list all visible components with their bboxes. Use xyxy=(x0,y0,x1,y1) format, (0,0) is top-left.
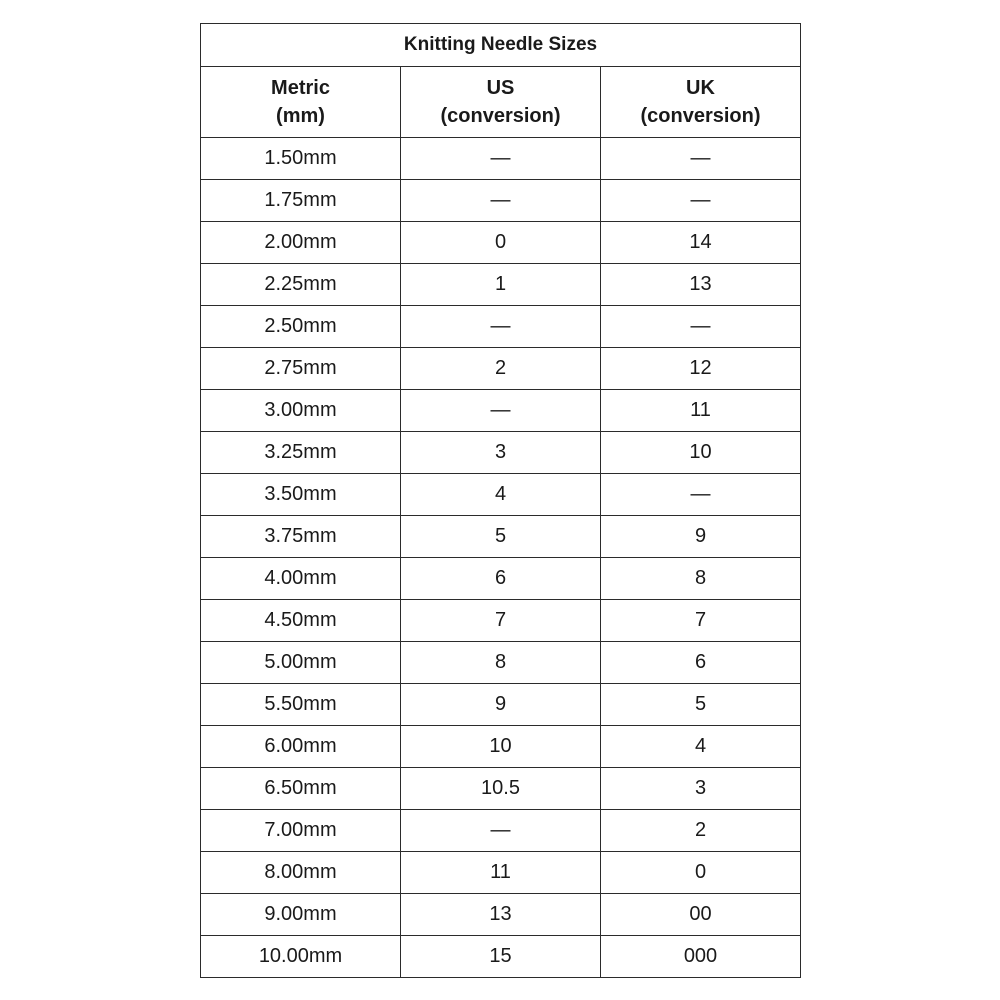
uk-cell: — xyxy=(601,138,801,180)
table-row xyxy=(201,684,801,726)
header-uk-line2: (conversion) xyxy=(640,105,761,127)
us-cell: 10.5 xyxy=(401,768,601,810)
us-cell: 3 xyxy=(401,432,601,474)
us-cell: — xyxy=(401,306,601,348)
us-cell: 4 xyxy=(401,474,601,516)
uk-cell: 12 xyxy=(601,348,801,390)
uk-cell: 0 xyxy=(601,852,801,894)
table-row xyxy=(201,474,801,516)
us-cell: 6 xyxy=(401,558,601,600)
uk-cell: — xyxy=(601,474,801,516)
header-us-line2: (conversion) xyxy=(440,105,561,127)
us-cell: 7 xyxy=(401,600,601,642)
table-title: Knitting Needle Sizes xyxy=(201,24,801,67)
metric-cell: 4.50mm xyxy=(201,600,401,642)
us-cell: — xyxy=(401,810,601,852)
uk-cell: 9 xyxy=(601,516,801,558)
us-cell: 1 xyxy=(401,264,601,306)
uk-cell: 3 xyxy=(601,768,801,810)
metric-cell: 2.25mm xyxy=(201,264,401,306)
metric-cell: 1.75mm xyxy=(201,180,401,222)
uk-cell: 00 xyxy=(601,894,801,936)
us-cell: 11 xyxy=(401,852,601,894)
metric-cell: 5.50mm xyxy=(201,684,401,726)
table-row xyxy=(201,852,801,894)
table-head xyxy=(201,24,801,138)
uk-cell: — xyxy=(601,306,801,348)
metric-cell: 2.00mm xyxy=(201,222,401,264)
uk-cell: 000 xyxy=(601,936,801,978)
table-row xyxy=(201,348,801,390)
uk-cell: 2 xyxy=(601,810,801,852)
uk-cell: 8 xyxy=(601,558,801,600)
table-row xyxy=(201,222,801,264)
table-row xyxy=(201,642,801,684)
metric-cell: 4.00mm xyxy=(201,558,401,600)
header-uk xyxy=(601,67,801,138)
uk-cell: 6 xyxy=(601,642,801,684)
header-metric xyxy=(201,67,401,138)
us-cell: 15 xyxy=(401,936,601,978)
table-row xyxy=(201,810,801,852)
us-cell: — xyxy=(401,138,601,180)
needle-size-table xyxy=(200,23,801,978)
header-uk-line1: UK xyxy=(686,77,715,99)
metric-cell: 10.00mm xyxy=(201,936,401,978)
uk-cell: 7 xyxy=(601,600,801,642)
table-row xyxy=(201,138,801,180)
table-row xyxy=(201,432,801,474)
header-us xyxy=(401,67,601,138)
header-us-line1: US xyxy=(486,77,515,99)
uk-cell: 11 xyxy=(601,390,801,432)
metric-cell: 7.00mm xyxy=(201,810,401,852)
us-cell: 10 xyxy=(401,726,601,768)
us-cell: 2 xyxy=(401,348,601,390)
uk-cell: 14 xyxy=(601,222,801,264)
table-row xyxy=(201,558,801,600)
metric-cell: 3.25mm xyxy=(201,432,401,474)
uk-cell: 13 xyxy=(601,264,801,306)
us-cell: 5 xyxy=(401,516,601,558)
us-cell: 13 xyxy=(401,894,601,936)
metric-cell: 6.50mm xyxy=(201,768,401,810)
us-cell: 9 xyxy=(401,684,601,726)
title-row xyxy=(201,24,801,67)
table-row xyxy=(201,726,801,768)
header-row xyxy=(201,67,801,138)
table-row xyxy=(201,894,801,936)
metric-cell: 2.50mm xyxy=(201,306,401,348)
metric-cell: 3.00mm xyxy=(201,390,401,432)
us-cell: — xyxy=(401,390,601,432)
uk-cell: 4 xyxy=(601,726,801,768)
metric-cell: 1.50mm xyxy=(201,138,401,180)
table-row xyxy=(201,264,801,306)
table-row xyxy=(201,306,801,348)
table-row xyxy=(201,180,801,222)
header-metric-line1: Metric xyxy=(271,77,330,99)
metric-cell: 5.00mm xyxy=(201,642,401,684)
us-cell: — xyxy=(401,180,601,222)
table-row xyxy=(201,390,801,432)
table-row xyxy=(201,516,801,558)
us-cell: 0 xyxy=(401,222,601,264)
table-row xyxy=(201,600,801,642)
metric-cell: 9.00mm xyxy=(201,894,401,936)
metric-cell: 2.75mm xyxy=(201,348,401,390)
metric-cell: 8.00mm xyxy=(201,852,401,894)
table-body xyxy=(201,138,801,978)
uk-cell: 10 xyxy=(601,432,801,474)
table-row xyxy=(201,936,801,978)
us-cell: 8 xyxy=(401,642,601,684)
header-metric-line2: (mm) xyxy=(276,105,325,127)
metric-cell: 6.00mm xyxy=(201,726,401,768)
table-row xyxy=(201,768,801,810)
uk-cell: 5 xyxy=(601,684,801,726)
metric-cell: 3.50mm xyxy=(201,474,401,516)
metric-cell: 3.75mm xyxy=(201,516,401,558)
uk-cell: — xyxy=(601,180,801,222)
